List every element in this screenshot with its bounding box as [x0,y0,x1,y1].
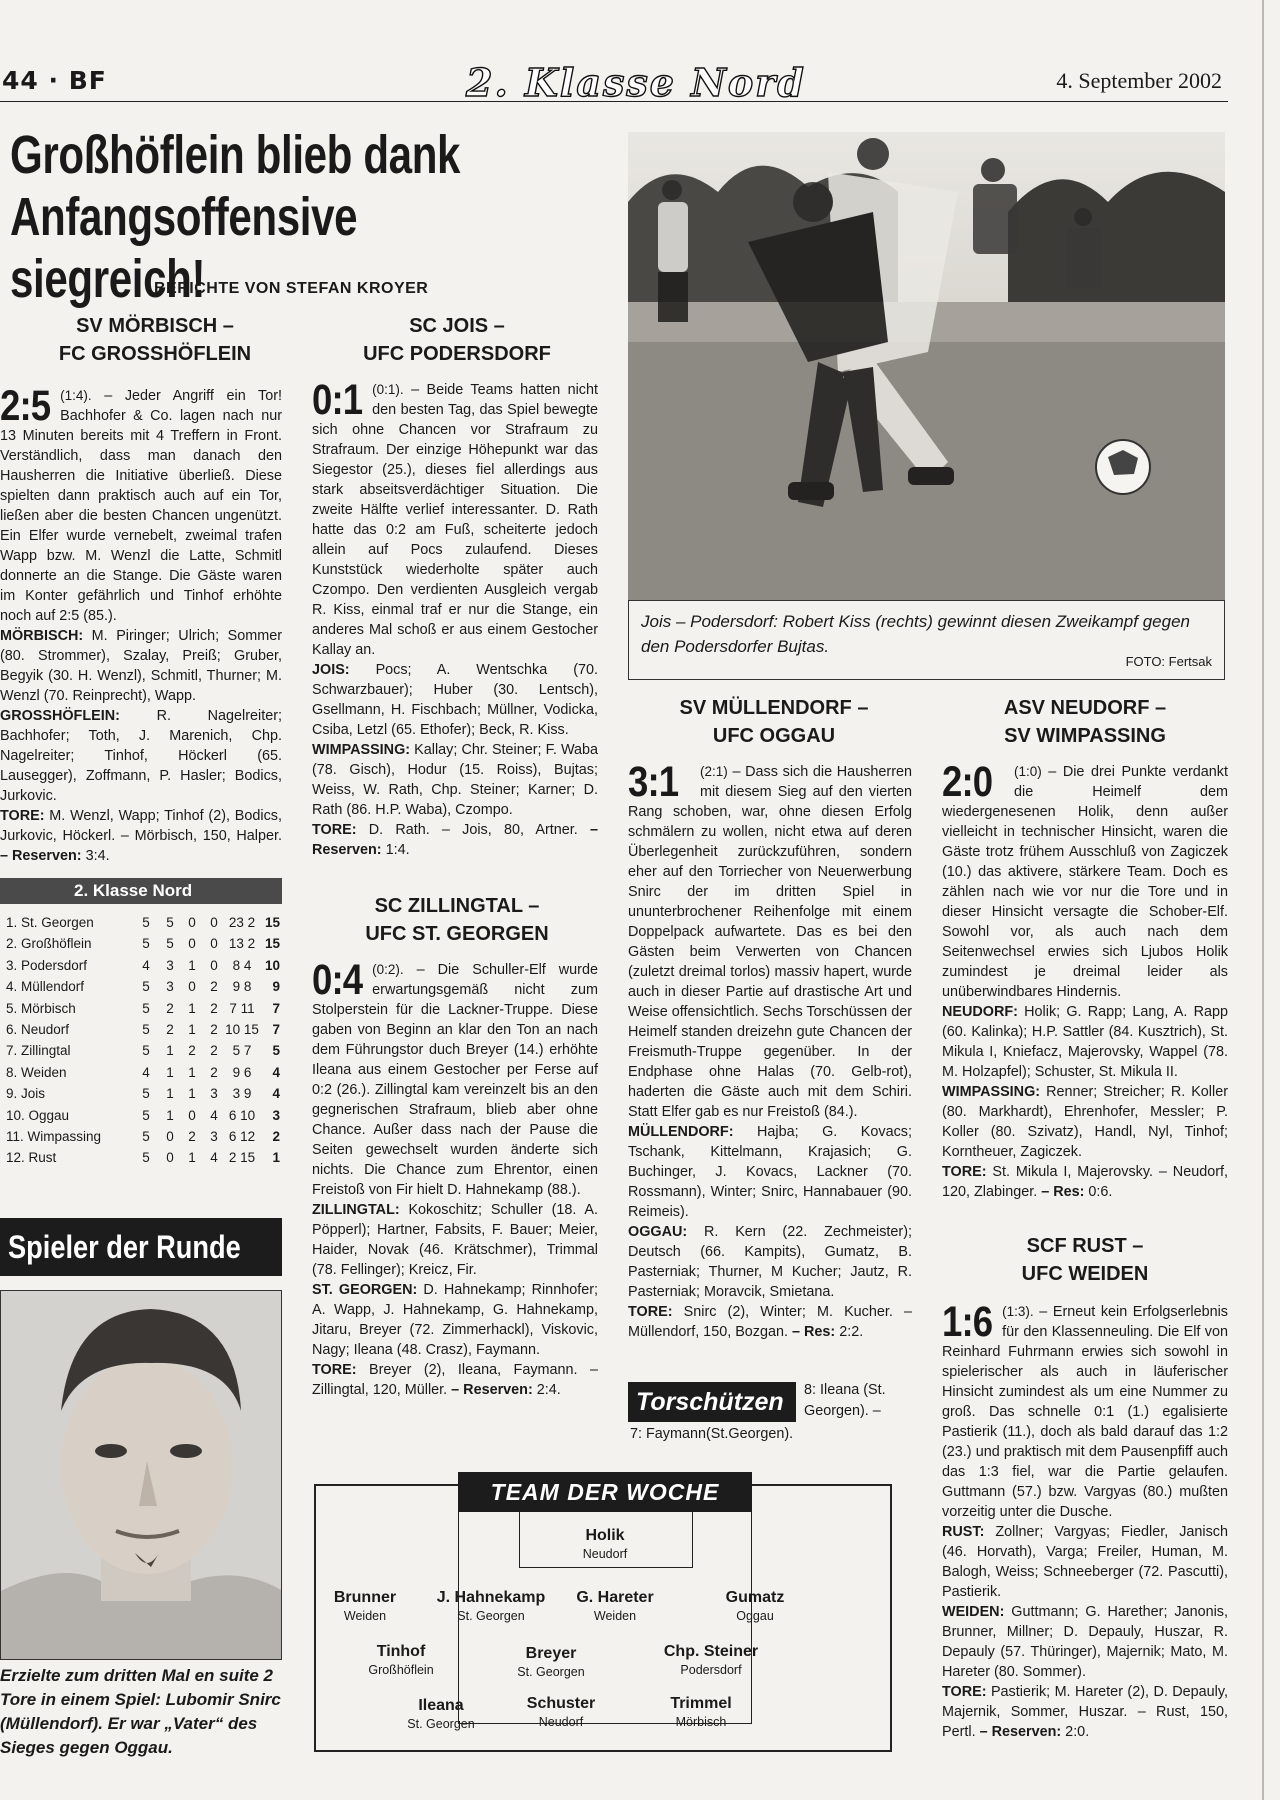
table-team: 6. Neudorf [6,1021,70,1037]
table-cell-u: 1 [188,957,196,973]
lineup-home: JOIS: Pocs; A. Wentschka (70. Schwarzbauer); Huber (30. Lentsch), Gsellmann, H. Fischbach; Müllner, Vodicka, Csiba, Letzl (65. Ethofer); Beck, R. Kiss. [312,662,598,738]
final-score: 2:0 [942,758,993,806]
halftime-score: (0:1). [372,382,404,397]
table-cell-sp: 5 [142,915,150,930]
player-of-round-label: Spieler der Runde [0,1218,282,1276]
table-cell-points: 7 [272,1021,280,1037]
table-cell-u: 0 [188,936,196,952]
final-score: 2:5 [0,382,51,430]
match-heading-moerbisch [20,312,290,368]
halftime-score: (2:1) [700,764,728,779]
table-cell-s: 1 [166,1107,174,1123]
team-home: ASV NEUDORF – [1003,697,1167,719]
table-row [0,912,282,933]
table-cell-goals: 7 11 [229,1000,255,1016]
table-cell-sp: 5 [142,1021,150,1037]
table-cell-sp: 5 [142,936,150,952]
table-cell-u: 1 [188,1150,196,1166]
player-defender-3: G. Hareter Weiden [576,1589,654,1623]
player-caption: Erzielte zum dritten Mal en suite 2 Tore in einem Spiel: Lubomir Snirc (Müllendorf). Er war „Vater“ des Sieges gegen Oggau. [0,1666,281,1757]
table-cell-n: 4 [210,1107,218,1123]
team-home: SV MÖRBISCH – [76,315,234,337]
halftime-score: (1:3). [1002,1304,1034,1319]
table-team: 8. Weiden [6,1064,67,1080]
table-cell-s: 3 [166,979,174,995]
issue-date: 4. September 2002 [1056,68,1222,93]
photo-caption-box [628,600,1225,680]
table-cell-points: 15 [264,936,280,952]
team-home: SC JOIS – [409,315,505,337]
player-goalkeeper: Holik Neudorf [582,1527,628,1561]
lineup-home: NEUDORF: Holik; G. Rapp; Lang, A. Rapp (60. Kalinka); H.P. Sattler (84. Kusztrich), St. Mikula I, Kniefacz, Majerovsky, Wappel (78. M. Holzapfel); Schuster, St. Mikula II. [942,1004,1228,1080]
player-defender-4: Gumatz Oggau [725,1589,785,1623]
player-forward-3: Trimmel Mörbisch [670,1695,732,1729]
table-team: 5. Mörbisch [6,1000,76,1016]
table-row [0,1062,282,1083]
table-row [0,1126,282,1147]
table-row [0,976,282,997]
table-row [0,1105,282,1126]
table-cell-n: 3 [210,1086,218,1102]
goals: TORE: Breyer (2), Ileana, Faymann. – Zillingtal, 120, Müller. – Reserven: 2:4. [312,1362,598,1398]
table-cell-points: 3 [272,1107,280,1123]
table-cell-s: 1 [166,1086,174,1102]
football-players-image [628,132,1225,600]
table-team: 3. Podersdorf [6,957,88,973]
team-of-the-week-title: TEAM DER WOCHE [458,1472,752,1512]
table-cell-points: 15 [264,915,280,930]
table-cell-n: 0 [210,936,218,952]
table-cell-points: 7 [272,1000,280,1016]
table-row [0,1083,282,1104]
lineup-away: GROSSHÖFLEIN: R. Nagelreiter; Bachhofer; Toth, J. Marenich, Chp. Nagelreiter; Tinhof, Höckerl (65. Lausegger), Zoffmann, P. Hasler; Bodics, Jurkovic. [0,708,282,804]
table-cell-n: 2 [210,1000,218,1016]
report-text: – Dass sich die Hausherren mit diesem Sieg auf den vierten Rang schoben, war, ohne diesen Erfolg schmälern zu wollen, nicht etwa auf deren Überlegenheit zurückzuführen, sondern eher auf den Torriecher von Neuerwerbung Snirc der im dritten Spiel in ununterbrochener Reihenfolge mit einem Doppelpack aufwartete. Das es bei den Gästen beim Verwerten von Chancen (zuletzt dreimal torlos) massiv hapert, wurde auch in dieser Partie auf drastische Art und Weise offensichtlich. Sechs Torschüssen der Heimelf standen dreizehn gute Chancen der Freismuth-Truppe gegenüber. In der Endphase ohne Halas (70. Gelb-rot), haderten die Gäste auch mit dem Schiri. Statt Elfer gab es nur Freistoß (84.). [628,764,912,1120]
report-body [0,382,282,626]
match-report-moerbisch [0,382,282,866]
table-cell-n: 3 [210,1128,218,1144]
table-cell-n: 0 [210,957,218,973]
table-cell-goals: 2 15 [228,1150,256,1166]
table-cell-n: 2 [210,1021,218,1037]
table-cell-sp: 5 [142,1128,150,1144]
table-cell-sp: 5 [142,1043,150,1059]
table-team: 12. Rust [6,1150,57,1166]
report-text: – Erneut kein Erfolgserlebnis für den Klassenneuling. Die Elf von Reinhard Fuhrmann erwies sich sowohl in spielerischer als auch in läuferischer Hinsicht zumindest als um eine Nummer zu groß. Das schnelle 0:1 (1.) egalisierte Pastierik (11.), doch als bald darauf das 1:2 (23.) und praktisch mit dem Pausenpfiff auch das 1:3 fiel, war die Partie gelaufen. Guttmann (57.) bzw. Vargyas (80.) mußten vorzeitig unter die Dusche. [942,1304,1228,1520]
report-body [942,1298,1228,1522]
table-cell-u: 1 [188,1086,196,1102]
table-cell-goals: 9 8 [232,979,252,995]
team-away: UFC PODERSDORF [363,343,551,365]
table-cell-goals: 5 7 [232,1043,252,1059]
table-cell-u: 1 [188,1021,196,1037]
photo-caption: Jois – Podersdorf: Robert Kiss (rechts) gewinnt diesen Zweikampf gegen den Podersdorfer Bujtas. [641,612,1190,656]
table-team: 9. Jois [6,1086,46,1102]
lineup-away: WIMPASSING: Renner; Streicher; R. Koller (80. Markhardt), Ehrenhofer, Messler; P. Koller (80. Szivatz), Handl, Nyl, Tinhof; Korntheuer, Zagiczek. [942,1084,1228,1160]
section-title: 2. Klasse Nord [466,60,806,105]
table-cell-u: 2 [188,1043,196,1059]
team-away: UFC ST. GEORGEN [365,923,549,945]
table-row [0,1147,282,1168]
lineup-away: OGGAU: R. Kern (22. Zechmeister); Deutsch (66. Kampits), Gumatz, B. Pasterniak; Thurner, M Kucher; Jautz, R. Pasterniak; Moravcik, Smietana. [628,1224,912,1300]
table-cell-points: 4 [272,1064,280,1080]
top-scorers-second: 7: Faymann(St.Georgen). [630,1426,794,1442]
report-text: – Die Schuller-Elf wurde erwartungsgemäß nicht zum Stolperstein für die Lackner-Truppe. Diese gaben von Beginn an klar den Ton an nach dem Führungstor duch Breyer (14.) erhöhte Ileana aus einem Gestocher per Ferse auf 0:2 (26.). Zillingtal kam vereinzelt bis an den gegnerischen Strafraum, blieb aber ohne Chance. Außer dass nach der Pause die Seiten gewechselt wurden änderte sich nichts. Die Chance zum Ehrentor, einen Freistoß von Fir hielt D. Hahnekamp (88.). [312,962,598,1198]
lineup-away: ST. GEORGEN: D. Hahnekamp; Rinnhofer; A. Wapp, J. Hahnekamp, G. Hahnekamp, Jitaru, Breyer (72. Zimmerhackl), Viskovic, Nagy; Ileana (48. Crasz), Faymann. [312,1282,598,1358]
league-table [0,878,282,1169]
top-scorers-label: Torschützen [628,1382,796,1422]
table-cell-sp: 5 [142,1150,150,1166]
table-row [0,1019,282,1040]
player-portrait-image [1,1291,282,1660]
goals: TORE: St. Mikula I, Majerovsky. – Neudorf, 120, Zlabinger. – Res: 0:6. [942,1164,1228,1200]
headline-line-1: Großhöflein blieb dank [10,125,461,185]
table-cell-n: 2 [210,1043,218,1059]
table-team: 11. Wimpassing [6,1128,102,1144]
match-heading-jois [312,312,602,368]
table-cell-points: 1 [272,1150,280,1166]
headline-line-2: Anfangsoffensive siegreich! [10,187,358,309]
table-cell-n: 0 [210,915,218,930]
match-report-rust [942,1298,1228,1742]
match-photo [628,132,1225,600]
table-cell-n: 2 [210,979,218,995]
table-row [0,1040,282,1061]
table-cell-points: 4 [272,1086,280,1102]
table-cell-sp: 5 [142,1107,150,1123]
table-cell-u: 2 [188,1128,196,1144]
table-cell-u: 0 [188,915,196,930]
team-away: SV WIMPASSING [1004,725,1166,747]
match-heading-neudorf [940,694,1230,750]
player-forward-2: Schuster Neudorf [526,1695,596,1729]
page-header [0,60,1228,105]
report-text: – Jeder Angriff ein Tor! Bachhofer & Co. lagen nach nur 13 Minuten bereits mit 4 Treffern in Front. Verständlich, dass man danach den Hausherren die Initiative überließ. Diese spielten dann praktisch auch auf ein Tor, ließen aber die besten Chancen ungenützt. Ein Elfer wurde vernebelt, zweimal trafen Wapp bzw. M. Wenzl die Latte, Schmitl donnerte an die Stange. Die Gäste waren im Konter gefährlich und Tinhof erhöhte noch auf 2:5 (85.). [0,388,282,624]
table-cell-s: 5 [166,915,174,930]
table-cell-s: 1 [166,1064,174,1080]
report-body [312,376,598,660]
photo-credit: FOTO: Fertsak [1125,654,1212,669]
team-home: SCF RUST – [1026,1235,1144,1257]
goals: TORE: D. Rath. – Jois, 80, Artner. – Reserven: 1:4. [312,822,598,858]
table-cell-sp: 5 [142,979,150,995]
table-cell-s: 0 [166,1150,174,1166]
top-scorers-first: 8: Ileana (St. Georgen). – [804,1382,886,1419]
report-body [312,956,598,1200]
table-cell-sp: 4 [142,957,150,973]
halftime-score: (1:0) [1014,764,1042,779]
table-team: 7. Zillingtal [6,1043,71,1059]
halftime-score: (1:4). [60,388,92,403]
team-away: UFC OGGAU [712,725,836,747]
table-row [0,955,282,976]
table-cell-sp: 5 [142,1000,150,1016]
league-table-title: 2. Klasse Nord [0,878,282,904]
table-cell-u: 1 [188,1000,196,1016]
byline: BERICHTE VON STEFAN KROYER [154,280,429,297]
match-heading-muellendorf [630,694,918,750]
match-report-jois [312,376,598,860]
table-cell-points: 2 [272,1128,280,1144]
table-team: 4. Müllendorf [6,979,85,995]
player-forward-1: Ileana St. Georgen [407,1697,475,1731]
table-team: 10. Oggau [6,1107,70,1123]
table-cell-s: 0 [166,1128,174,1144]
table-row [0,933,282,954]
match-heading-rust [940,1232,1230,1288]
player-midfielder-2: Breyer St. Georgen [517,1645,585,1679]
team-home: SC ZILLINGTAL – [374,895,540,917]
table-cell-goals: 6 10 [228,1107,256,1123]
table-cell-s: 3 [166,957,174,973]
match-report-zillingtal [312,956,598,1400]
match-report-muellendorf [628,758,912,1342]
team-home: SV MÜLLENDORF – [679,697,869,719]
table-cell-u: 0 [188,979,196,995]
table-cell-points: 5 [272,1043,280,1059]
lineup-home: RUST: Zollner; Vargyas; Fiedler, Janisch (46. Horvath), Varga; Freiler, Human, M. Balogh, Weiss; Schneeberger (72. Pascutti), Pastierik. [942,1524,1228,1600]
team-of-the-week [314,1479,892,1752]
goals: TORE: Pastierik; M. Hareter (2), D. Depauly, Majernik, Sommer, Huszar. – Rust, 150, Pertl. – Reserven: 2:0. [942,1684,1228,1740]
player-portrait [0,1290,282,1660]
player-defender-2: J. Hahnekamp St. Georgen [436,1589,546,1623]
team-away: UFC WEIDEN [1021,1263,1149,1285]
final-score: 3:1 [628,758,679,806]
report-text: – Die drei Punkte verdankt die Heimelf dem wiedergenesenen Holik, denn außer vielleicht in technischer Hinsicht, waren die Gäste trotz frühem Ausschluß von Zagiczek (10.) das aktivere, stärkere Team. Doch es zählen nach wie vor nur die Tore und in dieser Hinsicht versagte die Schober-Elf. Sowohl vor, als auch nach dem Seitenwechsel erwies sich Ljubos Holik zumindest je dreimal leider als unüberwindbares Hindernis. [942,764,1228,1000]
league-table-rows [0,912,282,1169]
lineup-away: WIMPASSING: Kallay; Chr. Steiner; F. Waba (78. Gisch), Hodur (15. Roiss), Bujtas; Weiss, W. Rath, Chp. Steiner; Karner; D. Rath (86. H.P. Waba), Czompo. [312,742,598,818]
table-cell-n: 2 [210,1064,218,1080]
table-cell-goals: 23 2 [228,915,256,930]
table-cell-u: 0 [188,1107,196,1123]
table-cell-goals: 10 15 [225,1021,259,1037]
table-row [0,998,282,1019]
player-defender-1: Brunner Weiden [333,1589,397,1623]
page-number: 44 · BF [2,66,107,95]
table-team: 2. Großhöflein [6,936,92,952]
table-cell-n: 4 [210,1150,218,1166]
final-score: 1:6 [942,1298,993,1346]
table-cell-u: 1 [188,1064,196,1080]
player-midfielder-3: Chp. Steiner Podersdorf [663,1643,759,1677]
table-cell-sp: 4 [142,1064,150,1080]
table-cell-s: 5 [166,936,174,952]
table-cell-points: 10 [264,957,280,973]
report-body [942,758,1228,1002]
table-cell-s: 2 [166,1000,174,1016]
table-cell-goals: 3 9 [232,1086,252,1102]
page-edge-rule [1262,0,1264,1800]
goals: TORE: M. Wenzl, Wapp; Tinhof (2), Bodics, Jurkovic, Höckerl. – Mörbisch, 150, Halper. – Reserven: 3:4. [0,808,282,864]
team-away: FC GROSSHÖFLEIN [58,343,252,365]
match-report-neudorf [942,758,1228,1202]
report-text: – Beide Teams hatten nicht den besten Tag, das Spiel bewegte sich ohne Chancen vor Strafraum zu Strafraum. Der einzige Höhepunkt war das Siegestor (25.), dieses fiel allerdings aus stark abseitsverdächtiger Situation. Die zweite Hälfte verlief interessanter. D. Rath hatte das 0:2 am Fuß, scheiterte jedoch allein auf Pocs zulaufend. Dieses Kunststück wiederholte später auch Czompo. Den verdienten Ausgleich vergab R. Kiss, einmal traf er nur die Stange, ein anderes Mal schoß er aus einem Gestocher Kallay an. [312,382,598,658]
player-midfielder-1: Tinhof Großhöflein [368,1643,434,1677]
report-body [628,758,912,1122]
final-score: 0:1 [312,376,363,424]
table-cell-s: 1 [166,1043,174,1059]
goals: TORE: Snirc (2), Winter; M. Kucher. – Müllendorf, 150, Bozgan. – Res: 2:2. [628,1304,912,1340]
lineup-home: MÖRBISCH: M. Piringer; Ulrich; Sommer (80. Strommer), Szalay, Preiß; Gruber, Begyik (30. H. Wenzl), Schmitl, Thurner; M. Wenzl (70. Reinprecht), Wapp. [0,628,282,704]
lineup-home: ZILLINGTAL: Kokoschitz; Schuller (18. A. Pöpperl); Hartner, Fabsits, F. Bauer; Meier, Haider, Novak (46. Krätschmer), Trimmal (78. Fellinger); Kreicz, Fir. [312,1202,598,1278]
halftime-score: (0:2). [372,962,404,977]
final-score: 0:4 [312,956,363,1004]
lineup-home: MÜLLENDORF: Hajba; G. Kovacs; Tschank, Kittelmann, Krajasich; G. Buchinger, J. Kovacs, Lackner (70. Rossmann), Winter; Snirc, Hannabauer (90. Reimeis). [628,1124,912,1220]
table-cell-sp: 5 [142,1086,150,1102]
table-cell-points: 9 [272,979,280,995]
match-heading-zillingtal [312,892,602,948]
table-cell-goals: 8 4 [232,957,252,973]
table-cell-s: 2 [166,1021,174,1037]
table-cell-goals: 6 12 [228,1128,256,1144]
table-team: 1. St. Georgen [6,915,94,930]
table-cell-goals: 9 6 [232,1064,252,1080]
table-cell-goals: 13 2 [228,936,256,952]
lineup-away: WEIDEN: Guttmann; G. Harether; Janonis, Brunner, Millner; D. Depauly, Huszar, R. Depauly (57. Thüringer), Majernik; Mato, M. Hareter (80. Sommer). [942,1604,1228,1680]
